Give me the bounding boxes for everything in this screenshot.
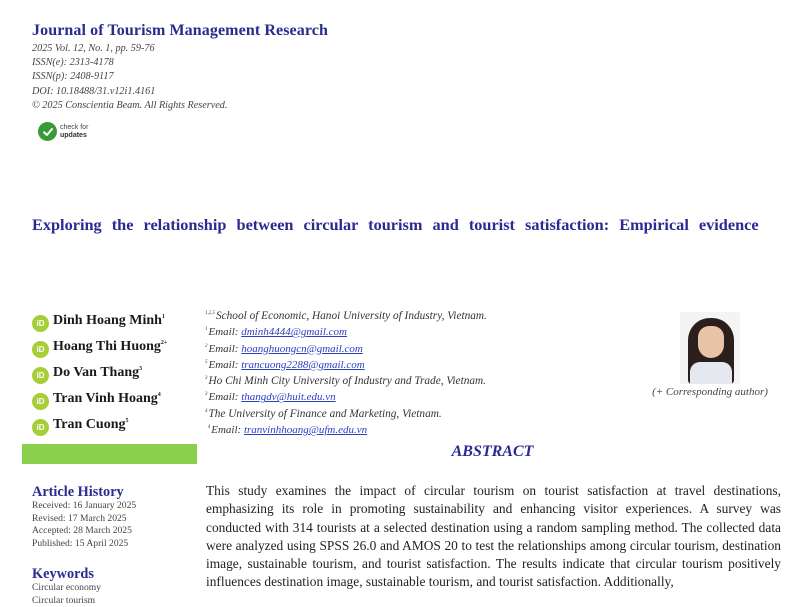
issn-print: ISSN(p): 2408-9117 — [32, 71, 114, 83]
history-revised: Revised: 17 March 2025 — [32, 512, 127, 524]
paper-title: Exploring the relationship between circular tourism and tourist satisfaction: Empirical evidence — [32, 215, 759, 234]
issn-electronic: ISSN(e): 2313-4178 — [32, 57, 114, 69]
author — [32, 410, 202, 436]
volume-line: 2025 Vol. 12, No. 1, pp. 59-76 — [32, 43, 155, 54]
author-name: Do Van Thang — [53, 365, 140, 380]
author-affiliation-mark: 5 — [125, 418, 129, 424]
orcid-icon[interactable]: iD — [32, 341, 49, 358]
corresponding-author-caption: (+ Corresponding author) — [652, 386, 768, 398]
keywords — [32, 566, 202, 607]
history-received: Received: 16 January 2025 — [32, 500, 137, 511]
institution-name: School of Economic, Hanoi University of Industry, Vietnam. — [216, 310, 487, 322]
author — [32, 332, 202, 358]
author-name: Tran Vinh Hoang — [53, 391, 158, 406]
abstract-body: This study examines the impact of circular tourism on tourist satisfaction at travel destinations, emphasizing its role in promoting sustainability and enhancing visitor experiences. A survey was conducted with 314 tourists at a selected destination using a random sampling method. The collected data were analyzed using SPSS 26.0 and AMOS 20 to test the relationships among circular tourism, destination image, sustainable tourism, and tourist satisfaction. The results indicate that circular tourism positively influences destination image, sustainable tourism, and tourist satisfaction. Additionally, — [206, 483, 781, 590]
email-link[interactable]: hoanghuongcn@gmail.com — [241, 342, 363, 355]
email-link[interactable]: tranvinhhoang@ufm.edu.vn — [243, 424, 368, 437]
orcid-icon[interactable]: iD — [32, 315, 49, 332]
orcid-icon[interactable]: iD — [32, 367, 49, 384]
affiliation-institution — [205, 405, 625, 421]
keyword-item: Circular tourism — [32, 594, 96, 606]
author-affiliation-mark: 1 — [161, 314, 165, 320]
affiliation-mark: 1,2,5 — [205, 311, 215, 316]
email-link[interactable]: dminh4444@gmail.com — [241, 326, 347, 339]
affiliation-mark: 2 — [205, 343, 208, 349]
article-history — [32, 484, 202, 550]
author — [32, 306, 202, 332]
corresponding-author-block — [640, 312, 780, 398]
email-prefix: Email: — [208, 342, 242, 355]
check-for-label: check for — [60, 124, 89, 131]
author-affiliation-mark: 4 — [157, 392, 161, 398]
email-link[interactable]: thangdv@huit.edu.vn — [241, 391, 336, 404]
green-divider-bar — [22, 444, 197, 464]
affiliation-mark: 4 — [205, 408, 208, 414]
checkmark-icon — [38, 122, 57, 141]
email-prefix: Email: — [208, 358, 242, 371]
author-name: Hoang Thi Huong — [53, 339, 161, 354]
email-prefix: Email: — [211, 424, 244, 437]
affiliation-mark: 3 — [205, 392, 208, 398]
affiliation-mark: 3 — [205, 376, 208, 382]
email-prefix: Email: — [208, 391, 242, 404]
article-history-heading: Article History — [32, 484, 124, 500]
author-list — [32, 306, 202, 436]
email-prefix: Email: — [208, 326, 242, 339]
orcid-icon[interactable]: iD — [32, 419, 49, 436]
check-for-updates-badge[interactable] — [38, 122, 88, 141]
affiliation-mark: 1 — [205, 327, 208, 333]
journal-header — [32, 22, 328, 113]
author-affiliation-mark: 2+ — [160, 340, 168, 346]
affiliation-mark: 5 — [205, 359, 208, 365]
author-name: Tran Cuong — [53, 417, 126, 432]
history-published: Published: 15 April 2025 — [32, 537, 129, 549]
journal-name: Journal of Tourism Management Research — [32, 22, 328, 39]
email-link[interactable]: trancuong2288@gmail.com — [241, 358, 365, 371]
check-for-updates-label — [60, 124, 88, 139]
affiliation-email — [205, 323, 625, 339]
institution-name: Ho Chi Minh City University of Industry and Trade, Vietnam. — [208, 375, 486, 388]
institution-name: The University of Finance and Marketing, Vietnam. — [208, 407, 442, 420]
author-photo — [680, 312, 740, 384]
affiliation-institution — [205, 307, 625, 323]
abstract-heading: ABSTRACT — [451, 443, 534, 460]
affiliation-list — [205, 307, 625, 437]
author-affiliation-mark: 3 — [139, 366, 143, 372]
affiliation-email — [205, 340, 625, 356]
orcid-icon[interactable]: iD — [32, 393, 49, 410]
author — [32, 384, 202, 410]
affiliation-email — [205, 421, 625, 437]
affiliation-email — [205, 356, 625, 372]
history-accepted: Accepted: 28 March 2025 — [32, 525, 132, 537]
affiliation-mark: 4 — [207, 425, 211, 431]
author-name: Dinh Hoang Minh — [53, 313, 162, 328]
keywords-heading: Keywords — [32, 566, 94, 582]
keyword-item: Circular economy — [32, 582, 101, 593]
copyright: © 2025 Conscientia Beam. All Rights Reserved. — [32, 99, 228, 111]
author — [32, 358, 202, 384]
affiliation-email — [205, 388, 625, 404]
affiliation-institution — [205, 372, 625, 388]
updates-label: updates — [60, 131, 87, 139]
doi[interactable]: DOI: 10.18488/31.v12i1.4161 — [32, 85, 156, 97]
